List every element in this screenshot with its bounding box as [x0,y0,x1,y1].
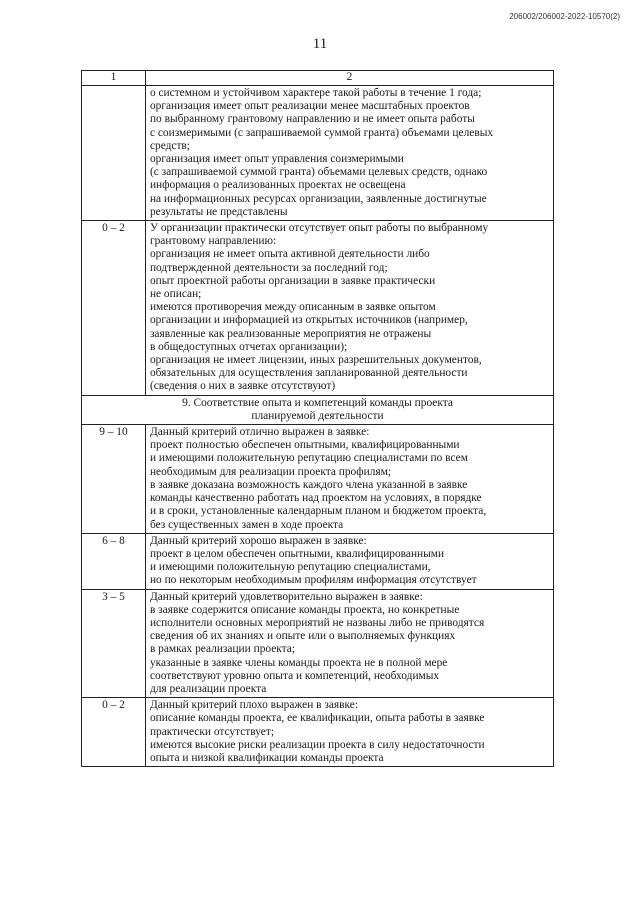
description-line: средств; [149,139,190,152]
description-line: организация не имеет опыта активной деятельности либо [149,248,430,261]
description-line: (с запрашиваемой суммой гранта) объемами целевых средств, однако [149,166,488,179]
description-line: на информационных ресурсах организации, заявленные достигнутые [149,192,487,205]
section-heading-row [82,395,554,424]
description-line: но по некоторым необходимым профилям информация отсутствует [149,574,477,587]
table-row [82,86,554,221]
score-cell: 0 – 2 [82,221,146,396]
description-line: грантовому направлению: [149,235,277,248]
description-line: о системном и устойчивом характере такой работы в течение 1 года; [149,87,482,99]
section-heading [82,395,554,424]
document-id: 206002/206002-2022-10570(2) [509,12,620,21]
description-line: подтвержденной деятельности за последний год; [149,261,388,274]
score-cell: 0 – 2 [82,698,146,767]
section-heading-line: 9. Соответствие опыта и компетенций команды проекта [182,396,453,409]
description-line: Данный критерий удовлетворительно выражен в заявке: [149,590,423,603]
description-line: информация о реализованных проектах не освещена [149,179,406,192]
description-line: опыт проектной работы организации в заявке практически [149,274,436,287]
description-line: описание команды проекта, ее квалификации, опыта работы в заявке [149,712,485,725]
description-cell [145,533,553,589]
score-cell: 3 – 5 [82,589,146,698]
description-line: и имеющими положительную репутацию специалистами, [149,561,431,574]
description-line: Данный критерий хорошо выражен в заявке: [149,534,367,547]
description-cell [145,425,553,534]
description-cell [145,221,553,396]
description-line: заявленные как реализованные мероприятия не отражены [149,327,432,340]
description-line: и имеющими положительную репутацию специалистами по всем [149,452,468,465]
description-line: опыта и низкой квалификации команды проекта [149,751,384,764]
table-row [82,698,554,767]
description-line: У организации практически отсутствует опыт работы по выбранному [149,222,489,235]
description-line: по выбранному грантовому направлению и не имеет опыта работы [149,113,475,126]
table-row [82,221,554,396]
description-line: в заявке доказана возможность каждого члена указанной в заявке [149,478,468,491]
description-line: организация имеет опыт управления соизмеримыми [149,153,404,166]
description-line: соответствуют уровню опыта и компетенций, необходимых [149,669,440,682]
table-row [82,589,554,698]
description-line: организация имеет опыт реализации менее масштабных проектов [149,100,470,113]
description-line: указанные в заявке члены команды проекта не в полной мере [149,656,448,669]
description-line: проект в целом обеспечен опытными, квалифицированными [149,547,445,560]
criteria-table [81,70,554,767]
description-line: для реализации проекта [149,682,267,695]
description-line: практически отсутствует; [149,725,274,738]
description-line: сведения об их знаниях и опыте или о выполняемых функциях [149,630,456,643]
section-heading-line: планируемой деятельности [251,409,384,422]
score-cell [82,86,146,221]
header-col-1: 1 [82,71,146,86]
table-row [82,533,554,589]
description-cell [145,589,553,698]
description-line: в общедоступных отчетах организации); [149,340,348,353]
description-cell [145,86,553,221]
description-line: не описан; [149,288,202,301]
description-line: обязательных для осуществления запланированной деятельности [149,367,468,380]
description-line: Данный критерий плохо выражен в заявке: [149,699,359,712]
description-line: проект полностью обеспечен опытными, квалифицированными [149,439,460,452]
score-cell: 9 – 10 [82,425,146,534]
table-header-row [82,71,554,86]
description-line: Данный критерий отлично выражен в заявке: [149,426,370,439]
header-col-2: 2 [145,71,553,86]
description-line: имеются высокие риски реализации проекта в силу недостаточности [149,738,485,751]
score-cell: 6 – 8 [82,533,146,589]
description-line: имеются противоречия между описанным в заявке опытом [149,301,436,314]
description-line: и в сроки, установленные календарным планом и бюджетом проекта, [149,505,487,518]
description-line: без существенных замен в ходе проекта [149,518,344,531]
description-line: исполнители основных мероприятий не названы либо не приводятся [149,616,485,629]
description-line: в рамках реализации проекта; [149,643,296,656]
description-line: в заявке содержится описание команды проекта, но конкретные [149,603,460,616]
table-row [82,425,554,534]
description-line: организация не имеет лицензии, иных разрешительных документов, [149,354,482,367]
description-line: результаты не представлены [149,205,288,218]
description-cell [145,698,553,767]
description-line: организации и информацией из открытых источников (например, [149,314,468,327]
page-number: 11 [312,36,328,52]
description-line: команды качественно работать над проектом на условиях, в порядке [149,492,482,505]
description-line: необходимым для реализации проекта профилям; [149,465,392,478]
description-line: (сведения о них в заявке отсутствуют) [149,380,336,393]
description-line: с соизмеримыми (с запрашиваемой суммой гранта) объемами целевых [149,126,494,139]
